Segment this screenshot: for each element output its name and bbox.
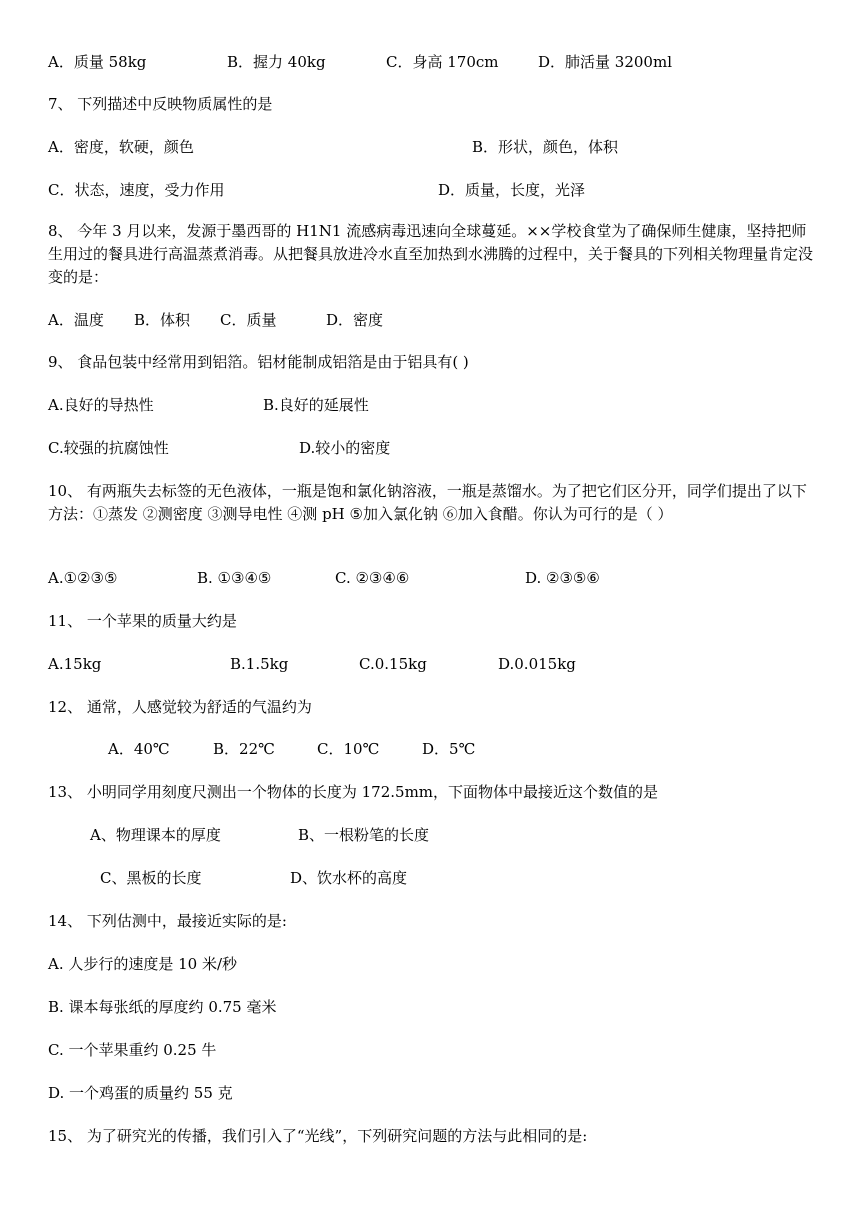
q13-option-d: D、饮水杯的高度 <box>290 869 408 887</box>
q6-option-d: D．肺活量 3200ml <box>538 53 672 71</box>
q11-option-d: D.0.015kg <box>498 655 576 673</box>
q7-option-d: D．质量，长度，光泽 <box>438 181 586 199</box>
q10-option-c: C. ②③④⑥ <box>335 569 410 587</box>
q7-option-a: A．密度，软硬，颜色 <box>48 138 194 156</box>
q14-option-b: B. 课本每张纸的厚度约 0.75 毫米 <box>48 998 277 1016</box>
q15-stem: 15、 为了研究光的传播，我们引入了“光线”，下列研究问题的方法与此相同的是: <box>48 1127 588 1145</box>
q13-option-a: A、物理课本的厚度 <box>90 826 221 844</box>
q6-option-a: A．质量 58kg <box>48 53 147 71</box>
q13-option-b: B、一根粉笔的长度 <box>298 826 430 844</box>
q6-option-b: B．握力 40kg <box>227 53 326 71</box>
q13-option-c: C、黑板的长度 <box>100 869 202 887</box>
q9-option-d: D.较小的密度 <box>299 439 391 457</box>
q12-option-a: A．40℃ <box>108 740 170 758</box>
q11-option-a: A.15kg <box>48 655 102 673</box>
q12-option-b: B．22℃ <box>213 740 275 758</box>
q9-option-b: B.良好的延展性 <box>263 396 369 414</box>
q10-option-a: A.①②③⑤ <box>48 569 118 587</box>
q12-option-c: C．10℃ <box>317 740 380 758</box>
q12-option-d: D．5℃ <box>422 740 476 758</box>
q14-option-a: A. 人步行的速度是 10 米/秒 <box>48 955 238 973</box>
q11-option-c: C.0.15kg <box>359 655 427 673</box>
q10-option-d: D. ②③⑤⑥ <box>525 569 600 587</box>
q8-option-d: D．密度 <box>326 311 384 329</box>
q10-option-b: B. ①③④⑤ <box>197 569 272 587</box>
q14-option-c: C. 一个苹果重约 0.25 牛 <box>48 1041 217 1059</box>
q7-option-b: B．形状，颜色，体积 <box>472 138 619 156</box>
q7-option-c: C．状态，速度，受力作用 <box>48 181 225 199</box>
q9-stem: 9、 食品包装中经常用到铝箔。铝材能制成铝箔是由于铝具有( ) <box>48 353 469 371</box>
q9-option-c: C.较强的抗腐蚀性 <box>48 439 169 457</box>
q13-stem: 13、 小明同学用刻度尺测出一个物体的长度为 172.5mm，下面物体中最接近这个数值的是 <box>48 783 659 801</box>
q14-stem: 14、 下列估测中，最接近实际的是: <box>48 912 287 930</box>
q6-option-c: C．身高 170cm <box>386 53 499 71</box>
q8-option-c: C．质量 <box>220 311 277 329</box>
q14-option-d: D. 一个鸡蛋的质量约 55 克 <box>48 1084 233 1102</box>
q7-stem: 7、 下列描述中反映物质属性的是 <box>48 95 273 113</box>
q9-option-a: A.良好的导热性 <box>48 396 154 414</box>
q11-stem: 11、 一个苹果的质量大约是 <box>48 612 237 630</box>
q8-option-a: A．温度 <box>48 311 104 329</box>
q8-option-b: B．体积 <box>134 311 191 329</box>
q12-stem: 12、 通常，人感觉较为舒适的气温约为 <box>48 698 312 716</box>
q10-stem: 10、 有两瓶失去标签的无色液体，一瓶是饱和氯化钠溶液，一瓶是蒸馏水。为了把它们区分开，同学们提出了以下方法：①蒸发 ②测密度 ③测导电性 ④测 pH ⑤加入氯化钠 ⑥加入食醋。你认为可行的是（ ） <box>48 482 807 523</box>
q11-option-b: B.1.5kg <box>230 655 289 673</box>
q8-stem: 8、 今年 3 月以来，发源于墨西哥的 H1N1 流感病毒迅速向全球蔓延。××学校食堂为了确保师生健康，坚持把师生用过的餐具进行高温蒸煮消毒。从把餐具放进冷水直至加热到水沸腾的过程中，关于餐具的下列相关物理量肯定没变的是： <box>48 222 814 286</box>
